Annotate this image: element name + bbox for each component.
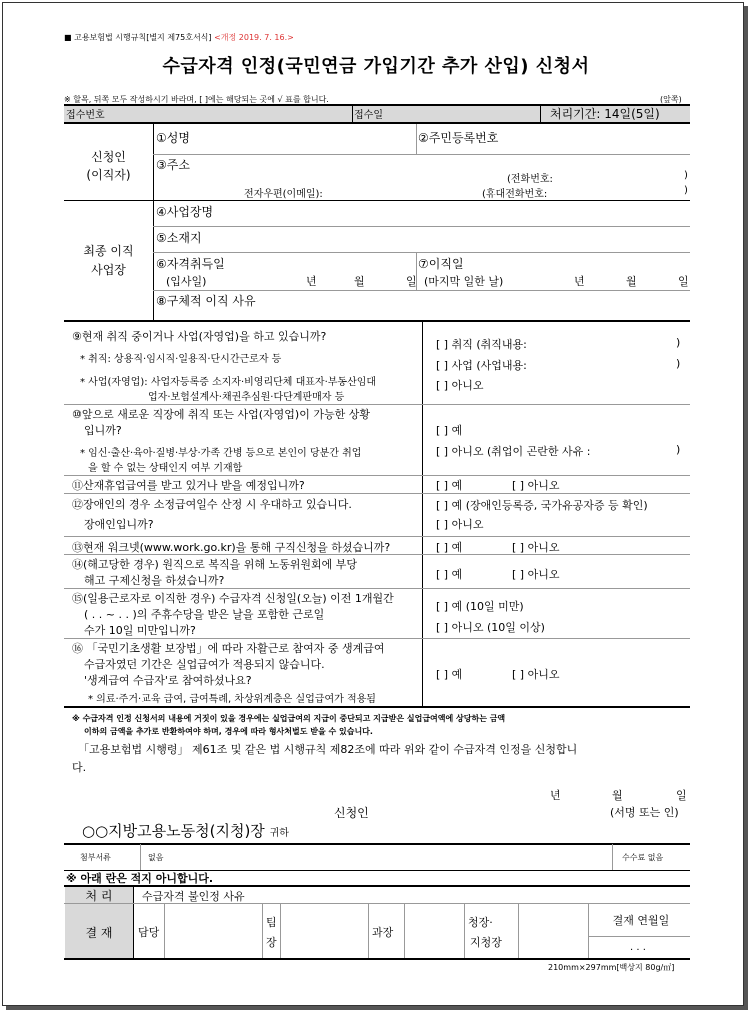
signature-field[interactable]: (서명 또는 인) bbox=[610, 806, 679, 819]
q16-note: * 의료·주거·교육 급여, 급여특례, 차상위계층은 실업급여가 적용됨 bbox=[88, 694, 376, 705]
q16-opt-no[interactable]: [ ] 아니오 bbox=[512, 668, 560, 681]
join-date-label: (입사일) bbox=[166, 275, 207, 288]
q14-opt-yes[interactable]: [ ] 예 bbox=[436, 568, 463, 581]
rrn-field[interactable]: ②주민등록번호 bbox=[418, 131, 499, 145]
q11-opt-yes[interactable]: [ ] 예 bbox=[436, 479, 463, 492]
phone-close: ) bbox=[684, 170, 688, 181]
q11-opt-no[interactable]: [ ] 아니오 bbox=[512, 479, 560, 492]
applicant-sign-label: 신청인 bbox=[334, 806, 369, 820]
q12-text2: 장애인입니까? bbox=[84, 518, 154, 531]
approval-head-2: 지청장 bbox=[470, 936, 502, 949]
declaration-line1: 「고용보험법 시행령」 제61조 및 같은 법 시행규칙 제82조에 따라 위와 같이 수급자격 인정을 신청합니 bbox=[78, 743, 578, 756]
instruction-note: ※ 할목, 뒤쪽 모두 작성하시기 바라며, [ ]에는 해당되는 곳에 √ 표를 합니다. bbox=[64, 95, 329, 104]
receipt-date-label: 접수일 bbox=[354, 110, 383, 121]
fee-label: 수수료 없음 bbox=[622, 853, 664, 862]
applicant-section-label: 신청인 bbox=[91, 150, 126, 164]
applicant-section-sublabel: (이직자) bbox=[86, 168, 131, 182]
office-name: ○○지방고용노동청(지청)장 bbox=[82, 822, 265, 840]
q16-text1: ⑯ 「국민기초생활 보장법」에 따라 자활근로 참여자 중 생계급여 bbox=[72, 642, 385, 655]
rejection-reason: 수급자격 불인정 사유 bbox=[142, 890, 245, 903]
declaration-year[interactable]: 년 bbox=[550, 789, 561, 802]
process-label: 처 리 bbox=[85, 889, 113, 903]
phone-field[interactable]: (전화번호: bbox=[507, 174, 553, 185]
q12-opt-yes[interactable]: [ ] 예 (장애인등록증, 국가유공자증 등 확인) bbox=[436, 499, 648, 512]
approval-staff: 담당 bbox=[138, 926, 160, 939]
leave-day[interactable]: 일 bbox=[678, 275, 689, 288]
q9-note1: * 취직: 상용직·임시직·일용직·단시간근로자 등 bbox=[80, 354, 282, 365]
q9-text: ⑨현재 취직 중이거나 사업(자영업)을 하고 있습니까? bbox=[72, 330, 327, 343]
company-location-field[interactable]: ⑤소재지 bbox=[156, 231, 202, 245]
law-ref-text: ■ 고용보험법 시행규칙[별지 제75호서식] bbox=[64, 33, 212, 42]
mobile-close: ) bbox=[684, 185, 688, 196]
q14-text1: ⑭(해고당한 경우) 원직으로 복직을 위해 노동위원회에 부당 bbox=[72, 558, 357, 571]
workplace-section-label: 최종 이직 bbox=[83, 244, 134, 258]
q14-text2: 해고 구제신청을 하셨습니까? bbox=[84, 574, 225, 587]
company-name-field[interactable]: ④사업장명 bbox=[156, 205, 214, 219]
last-day-label: (마지막 일한 날) bbox=[424, 275, 504, 288]
q9-opt1-close: ) bbox=[676, 336, 681, 349]
approval-section-chief: 과장 bbox=[372, 926, 394, 939]
approval-team-1: 팀 bbox=[266, 916, 277, 929]
q9-opt-no[interactable]: [ ] 아니오 bbox=[436, 379, 484, 392]
address-field[interactable]: ③주소 bbox=[156, 158, 190, 172]
approval-label: 결 재 bbox=[85, 926, 113, 940]
q10-opt-no[interactable]: [ ] 아니오 (취업이 곤란한 사유 : bbox=[436, 445, 591, 458]
paper-spec: 210mm×297mm[백상지 80g/㎡] bbox=[548, 963, 675, 972]
q15-opt-yes[interactable]: [ ] 예 (10일 미만) bbox=[436, 600, 524, 613]
q15-text1: ⑮(일용근로자로 이직한 경우) 수급자격 신청일(오늘) 이전 1개월간 bbox=[72, 592, 394, 605]
approval-date-value: . . . bbox=[630, 942, 646, 953]
mobile-field[interactable]: (휴대전화번호: bbox=[482, 189, 548, 200]
q10-text2: 입니까? bbox=[84, 424, 122, 437]
q9-note2a: * 사업(자영업): 사업자등록증 소지자·비영리단체 대표자·부동산임대 bbox=[80, 377, 377, 388]
join-month[interactable]: 월 bbox=[354, 275, 365, 288]
q10-note2: 을 할 수 없는 상태인지 여부 기재함 bbox=[88, 463, 243, 474]
q14-opt-no[interactable]: [ ] 아니오 bbox=[512, 568, 560, 581]
law-reference bbox=[64, 32, 294, 43]
q13-opt-yes[interactable]: [ ] 예 bbox=[436, 541, 463, 554]
q10-note1: * 임신·출산·육아·질병·부상·가족 간병 등으로 본인이 당분간 취업 bbox=[80, 448, 362, 459]
attachments-label: 첨부서류 bbox=[80, 853, 111, 862]
receipt-number-label: 접수번호 bbox=[66, 110, 105, 121]
acquire-date-label: ⑥자격취득일 bbox=[156, 257, 225, 271]
leave-date-label: ⑦이직일 bbox=[418, 257, 464, 271]
attachments-value: 없음 bbox=[148, 853, 164, 862]
q13-opt-no[interactable]: [ ] 아니오 bbox=[512, 541, 560, 554]
q9-opt-employed[interactable]: [ ] 취직 (취직내용: bbox=[436, 338, 527, 351]
q12-opt-no[interactable]: [ ] 아니오 bbox=[436, 518, 484, 531]
false-statement-warning-2: 이하의 금액을 추가로 반환하여야 하며, 경우에 따라 형사처벌도 받을 수 있습니다. bbox=[84, 727, 373, 736]
recipient-office bbox=[82, 820, 289, 841]
leave-year[interactable]: 년 bbox=[574, 275, 585, 288]
q16-opt-yes[interactable]: [ ] 예 bbox=[436, 668, 463, 681]
q16-text3: '생계급여 수급자'로 참여하셨나요? bbox=[84, 674, 252, 687]
workplace-section-sublabel: 사업장 bbox=[91, 263, 126, 277]
approval-team-2: 장 bbox=[266, 936, 277, 949]
form-title: 수급자격 인정(국민연금 가입기간 추가 산입) 신청서 bbox=[162, 56, 590, 77]
revision-date: <개정 2019. 7. 16.> bbox=[214, 33, 294, 42]
q15-opt-no[interactable]: [ ] 아니오 (10일 이상) bbox=[436, 621, 545, 634]
q16-text2: 수급자였던 기간은 실업급여가 적용되지 않습니다. bbox=[84, 658, 325, 671]
q11-text: ⑪산재휴업급여를 받고 있거나 받을 예정입니까? bbox=[72, 479, 305, 492]
approval-date-label: 결재 연월일 bbox=[612, 914, 670, 927]
q10-close: ) bbox=[676, 443, 681, 456]
declaration-month[interactable]: 월 bbox=[612, 789, 623, 802]
q10-opt-yes[interactable]: [ ] 예 bbox=[436, 424, 463, 437]
join-day[interactable]: 일 bbox=[406, 275, 417, 288]
processing-period: 처리기간: 14일(5일) bbox=[550, 107, 660, 121]
name-field[interactable]: ①성명 bbox=[156, 131, 190, 145]
false-statement-warning-1: ※ 수급자격 인정 신청서의 내용에 거짓이 있을 경우에는 실업급여의 지급이 중단되고 지급받은 실업급여액에 상당하는 금액 bbox=[72, 714, 506, 723]
email-field[interactable]: 전자우편(이메일): bbox=[244, 189, 323, 200]
honorific: 귀하 bbox=[269, 828, 289, 839]
declaration-line2: 다. bbox=[72, 761, 87, 774]
q9-note2b: 업자·보험설계사·채권추심원·다단계판매자 등 bbox=[148, 392, 345, 403]
page-side-mark: (앞쪽) bbox=[660, 95, 682, 104]
leave-reason-field[interactable]: ⑧구체적 이직 사유 bbox=[156, 294, 256, 308]
q10-text1: ⑩앞으로 새로운 직장에 취직 또는 사업(자영업)이 가능한 상황 bbox=[72, 408, 370, 421]
q13-text: ⑬현재 워크넷(www.work.go.kr)을 통해 구직신청을 하셨습니까? bbox=[72, 541, 391, 554]
q12-text1: ⑫장애인의 경우 소정급여일수 산정 시 우대하고 있습니다. bbox=[72, 498, 352, 511]
office-use-notice: ※ 아래 란은 적지 아니합니다. bbox=[66, 872, 214, 885]
q9-opt-business[interactable]: [ ] 사업 (사업내용: bbox=[436, 359, 527, 372]
q15-text3: 수가 10일 미만입니까? bbox=[84, 624, 196, 637]
declaration-day[interactable]: 일 bbox=[676, 789, 687, 802]
approval-head-1: 청장· bbox=[468, 916, 493, 929]
q9-opt2-close: ) bbox=[676, 357, 681, 370]
join-year[interactable]: 년 bbox=[306, 275, 317, 288]
leave-month[interactable]: 월 bbox=[626, 275, 637, 288]
q15-text2: ( . . ~ . . )의 주휴수당을 받은 날을 포함한 근로일 bbox=[84, 608, 325, 621]
